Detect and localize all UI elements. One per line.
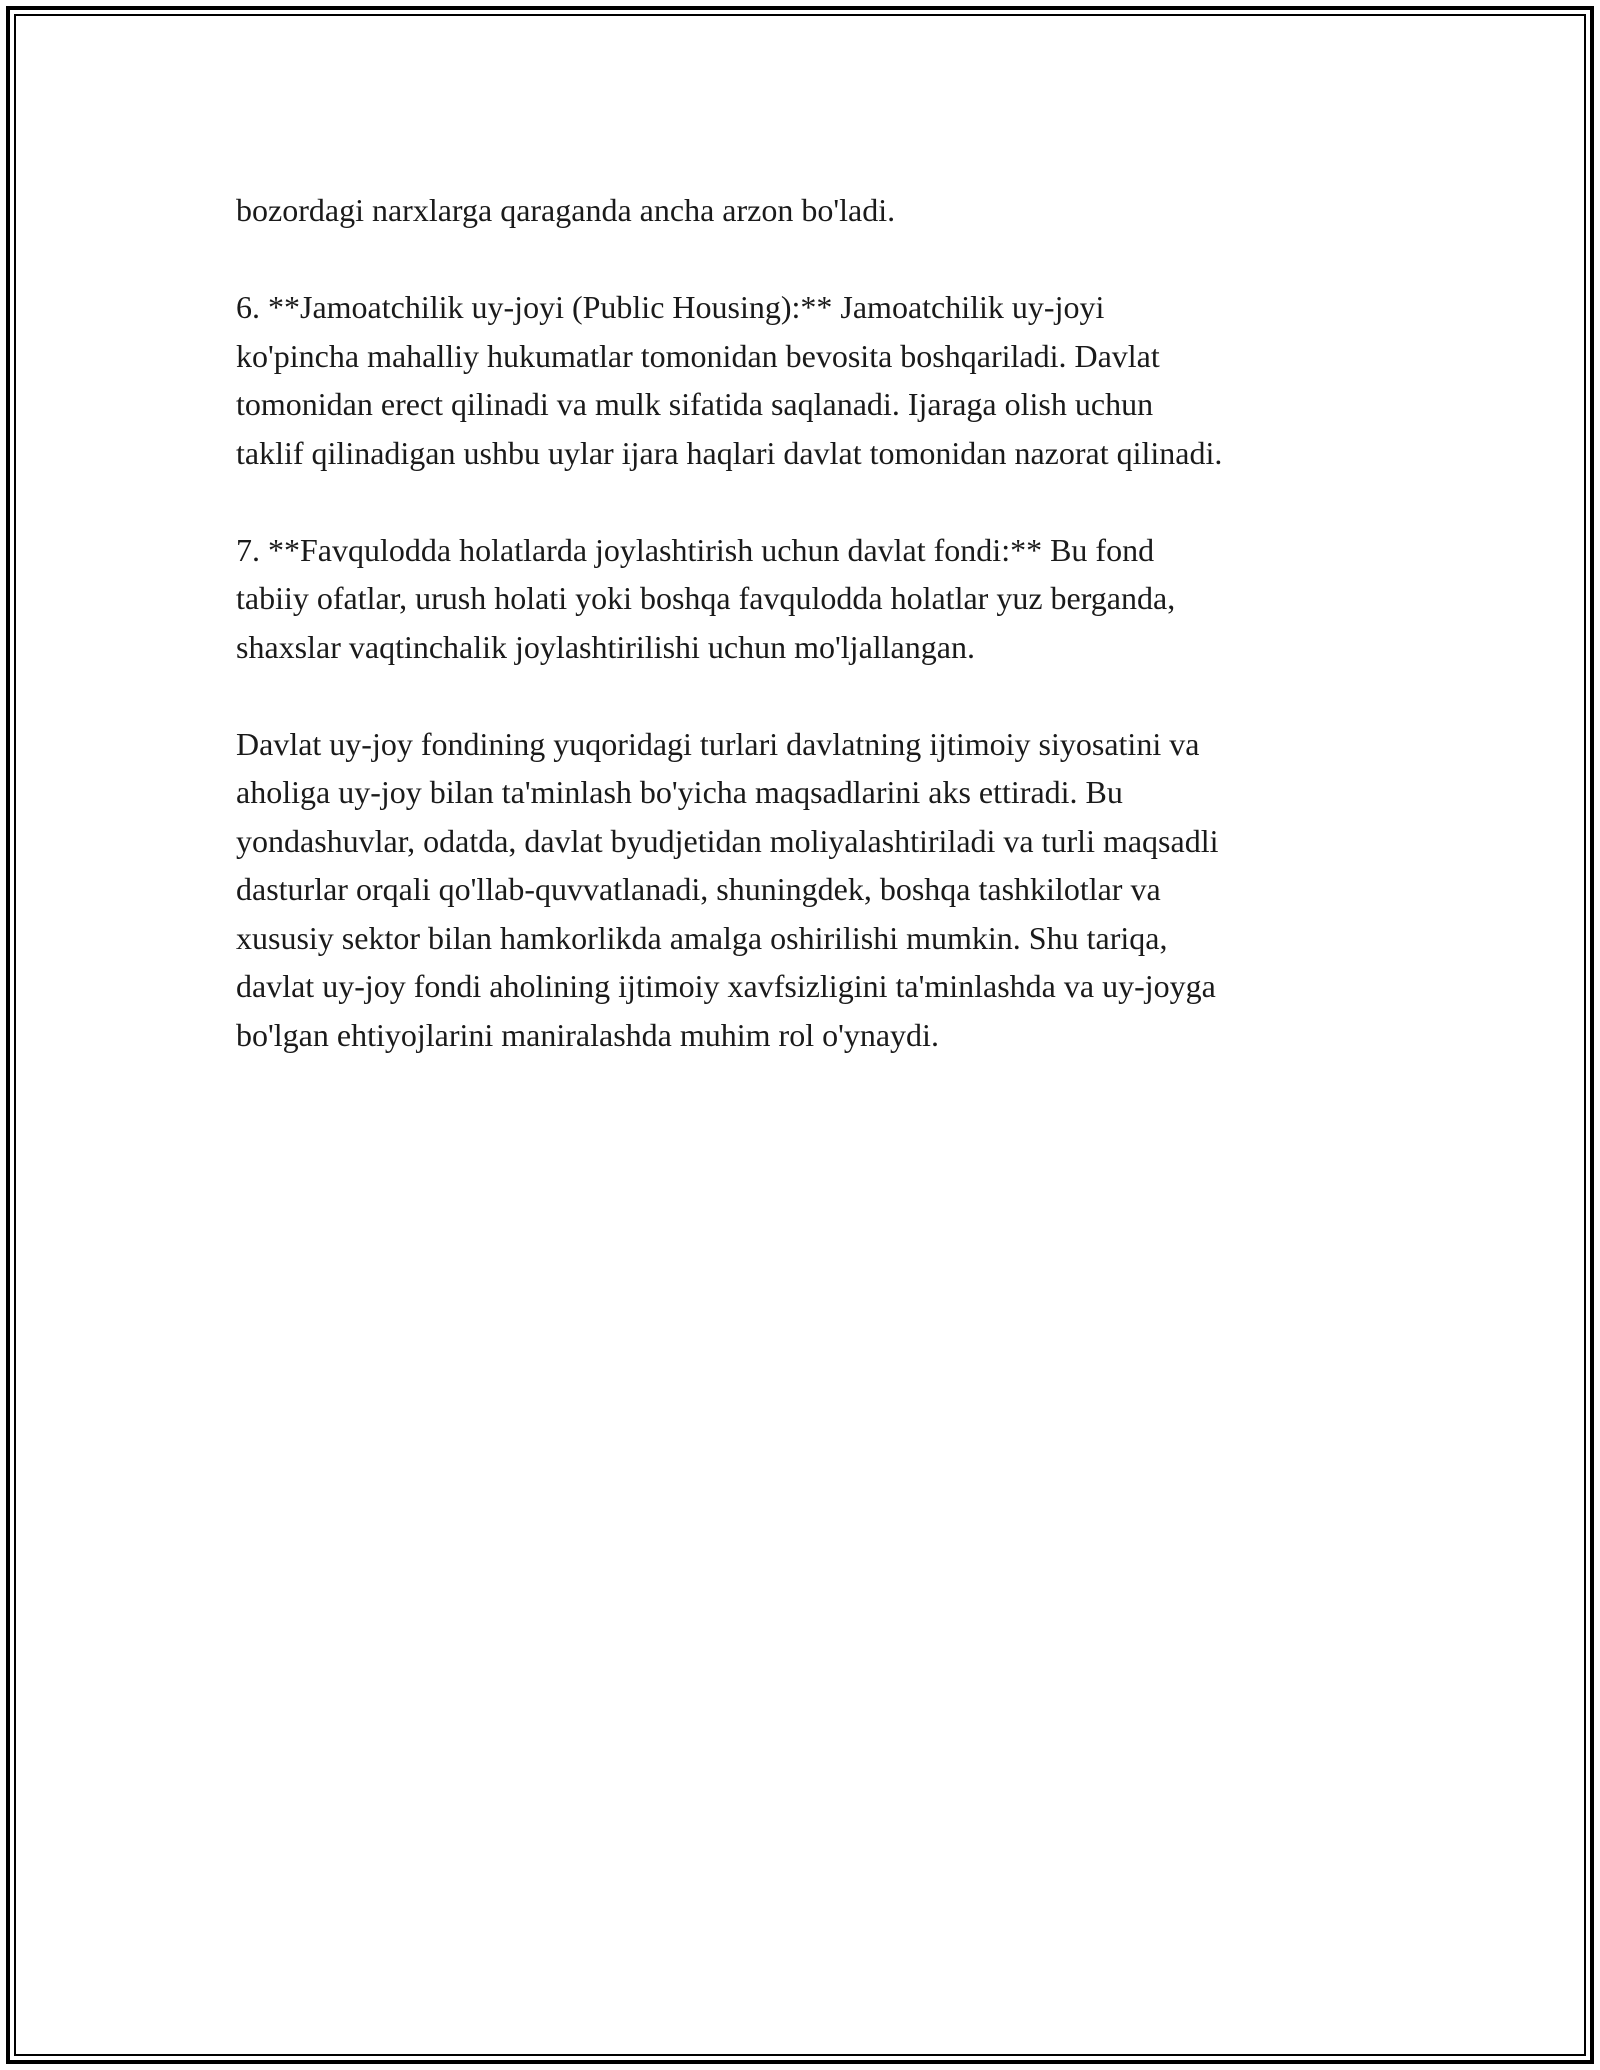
paragraph-emergency-fund <box>236 526 1416 672</box>
text-line: Davlat uy-joy fondining yuqoridagi turlari davlatning ijtimoiy siyosatini va <box>236 725 1200 762</box>
text-line: ko'pincha mahalliy hukumatlar tomonidan bevosita boshqariladi. Davlat <box>236 337 1160 374</box>
text-line: xususiy sektor bilan hamkorlikda amalga oshirilishi mumkin. Shu tariqa, <box>236 919 1168 956</box>
text-line: bozordagi narxlarga qaraganda ancha arzon bo'ladi. <box>236 192 896 228</box>
text-line: 7. **Favqulodda holatlarda joylashtirish uchun davlat fondi:** Bu fond <box>236 531 1155 568</box>
text-line: tabiiy ofatlar, urush holati yoki boshqa favqulodda holatlar yuz berganda, <box>236 580 1176 616</box>
paragraph-conclusion <box>236 720 1416 1060</box>
text-line: tomonidan erect qilinadi va mulk sifatida saqlanadi. Ijaraga olish uchun <box>236 386 1154 422</box>
text-line: yondashuvlar, odatda, davlat byudjetidan moliyalashtiriladi va turli maqsadli <box>236 822 1219 859</box>
text-line: bo'lgan ehtiyojlarini maniralashda muhim rol o'ynaydi. <box>236 1016 939 1053</box>
paragraph-public-housing <box>236 283 1416 477</box>
text-line: dasturlar orqali qo'llab-quvvatlanadi, shuningdek, boshqa tashkilotlar va <box>236 871 1161 907</box>
text-line: davlat uy-joy fondi aholining ijtimoiy xavfsizligini ta'minlashda va uy-joyga <box>236 968 1216 1004</box>
document-body <box>236 186 1416 1108</box>
text-line: taklif qilinadigan ushbu uylar ijara haqlari davlat tomonidan nazorat qilinadi. <box>236 434 1223 471</box>
paragraph-continuation <box>236 186 1416 235</box>
text-line: 6. **Jamoatchilik uy-joyi (Public Housing):** Jamoatchilik uy-joyi <box>236 289 1105 325</box>
text-line: shaxslar vaqtinchalik joylashtirilishi uchun mo'ljallangan. <box>236 628 975 665</box>
text-line: aholiga uy-joy bilan ta'minlash bo'yicha maqsadlarini aks ettiradi. Bu <box>236 774 1123 810</box>
